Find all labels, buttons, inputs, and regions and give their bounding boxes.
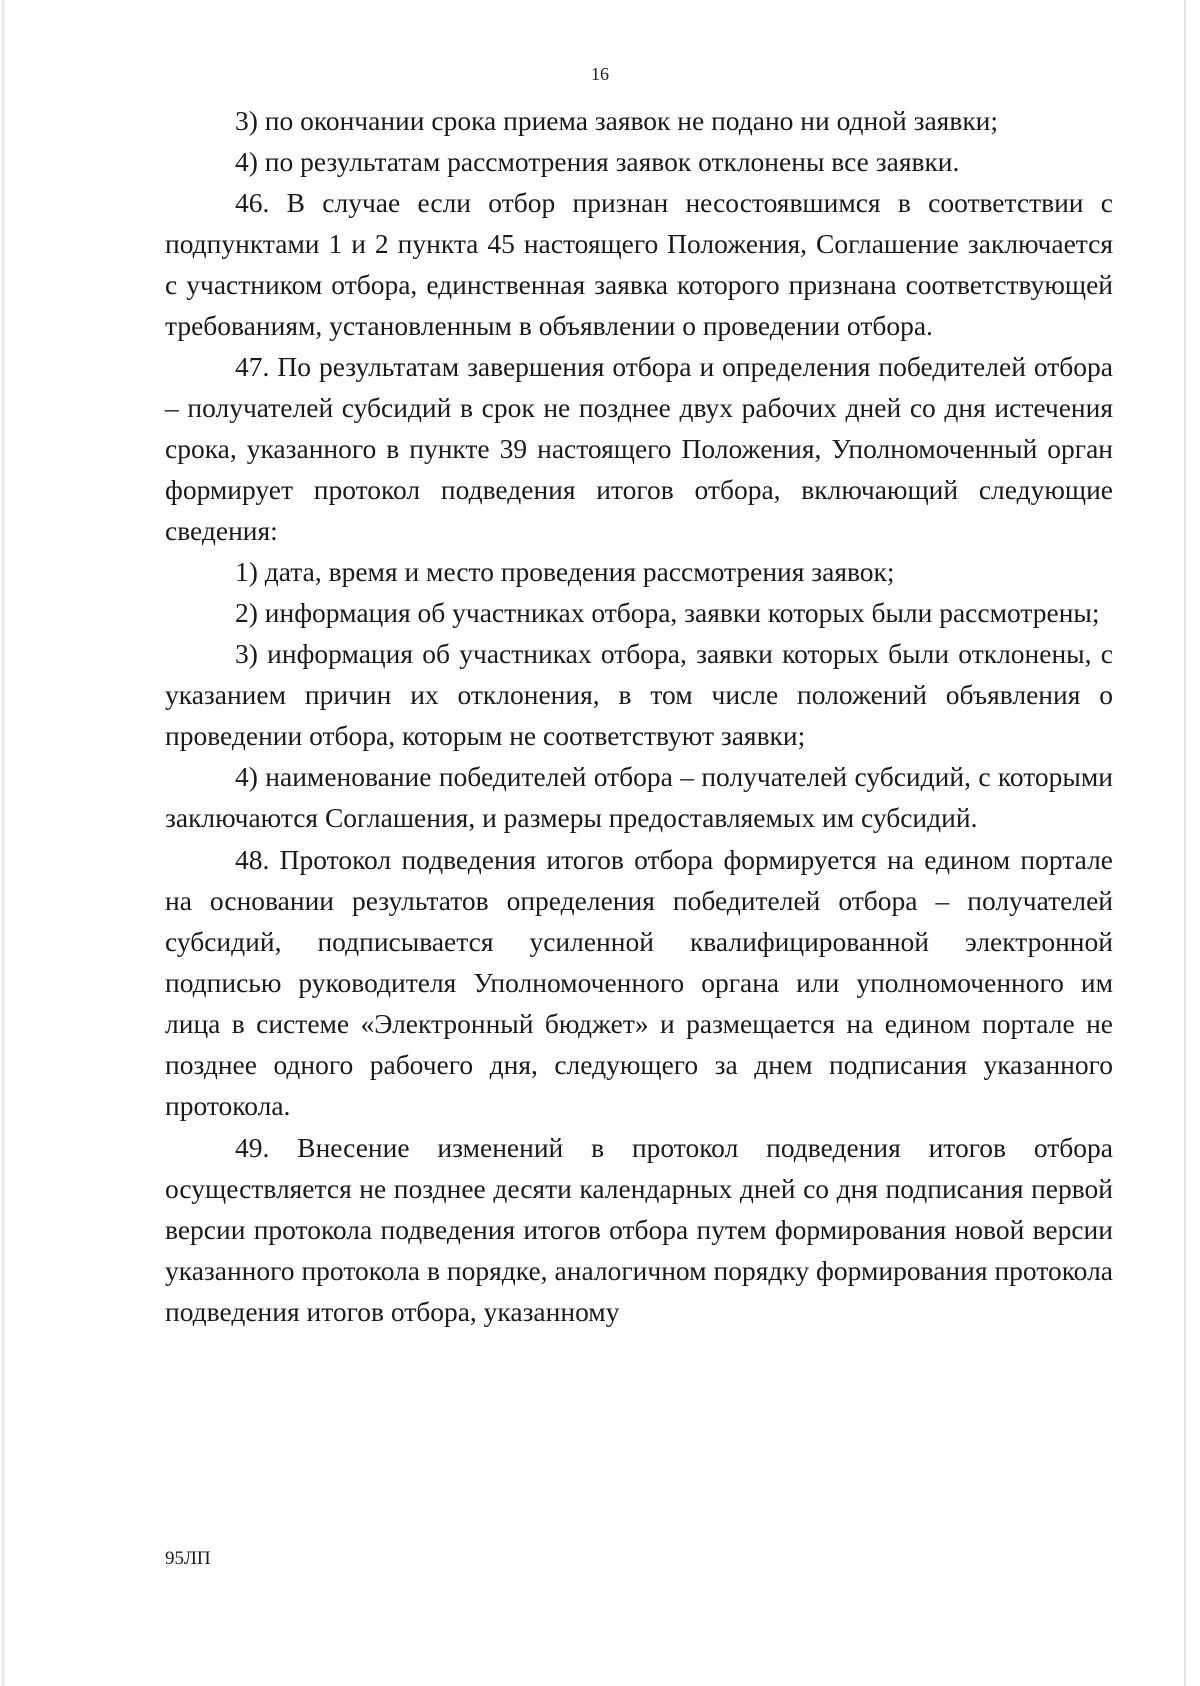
- scan-edge-left: [2, 0, 5, 1686]
- document-body: [165, 100, 1113, 1332]
- paragraph-47-item-3: 3) информация об участниках отбора, заявки которых были отклонены, с указанием причин их отклонения, в том числе положений объявления о проведении отбора, которым не соответствуют заявки;: [165, 638, 1113, 751]
- paragraph-47-item-4: 4) наименование победителей отбора – получателей субсидий, с которыми заключаются Соглашения, и размеры предоставляемых им субсидий.: [165, 761, 1113, 833]
- footer-document-code: 95ЛП: [165, 1548, 211, 1569]
- scan-edge-right: [1184, 0, 1186, 1686]
- paragraph-46: 46. В случае если отбор признан несостоявшимся в соответствии с подпунктами 1 и 2 пункта 45 настоящего Положения, Соглашение заключается с участником отбора, единственная заявка которого признана соответствующей требованиям, установленным в объявлении о проведении отбора.: [165, 187, 1113, 341]
- paragraph-48: 48. Протокол подведения итогов отбора формируется на едином портале на основании результатов определения победителей отбора – получателей субсидий, подписывается усиленной квалифицированной электронной подписью руководителя Уполномоченного органа или уполномоченного им лица в системе «Электронный бюджет» и размещается на едином портале не позднее одного рабочего дня, следующего за днем подписания указанного протокола.: [165, 844, 1113, 1121]
- paragraph-item-3: 3) по окончании срока приема заявок не подано ни одной заявки;: [235, 105, 999, 136]
- paragraph-47-item-2: 2) информация об участниках отбора, заявки которых были рассмотрены;: [235, 597, 1100, 628]
- page-number: 16: [591, 64, 609, 84]
- paragraph-47: 47. По результатам завершения отбора и определения победителей отбора – получателей субсидий в срок не позднее двух рабочих дней со дня истечения срока, указанного в пункте 39 настоящего Положения, Уполномоченный орган формирует протокол подведения итогов отбора, включающий следующие сведения:: [165, 351, 1113, 546]
- paragraph-item-4: 4) по результатам рассмотрения заявок отклонены все заявки.: [235, 146, 960, 177]
- paragraph-49: 49. Внесение изменений в протокол подведения итогов отбора осуществляется не позднее десяти календарных дней со дня подписания первой версии протокола подведения итогов отбора путем формирования новой версии указанного протокола в порядке, аналогичном порядку формирования протокола подведения итогов отбора, указанному: [165, 1132, 1113, 1327]
- paragraph-47-item-1: 1) дата, время и место проведения рассмотрения заявок;: [235, 556, 895, 587]
